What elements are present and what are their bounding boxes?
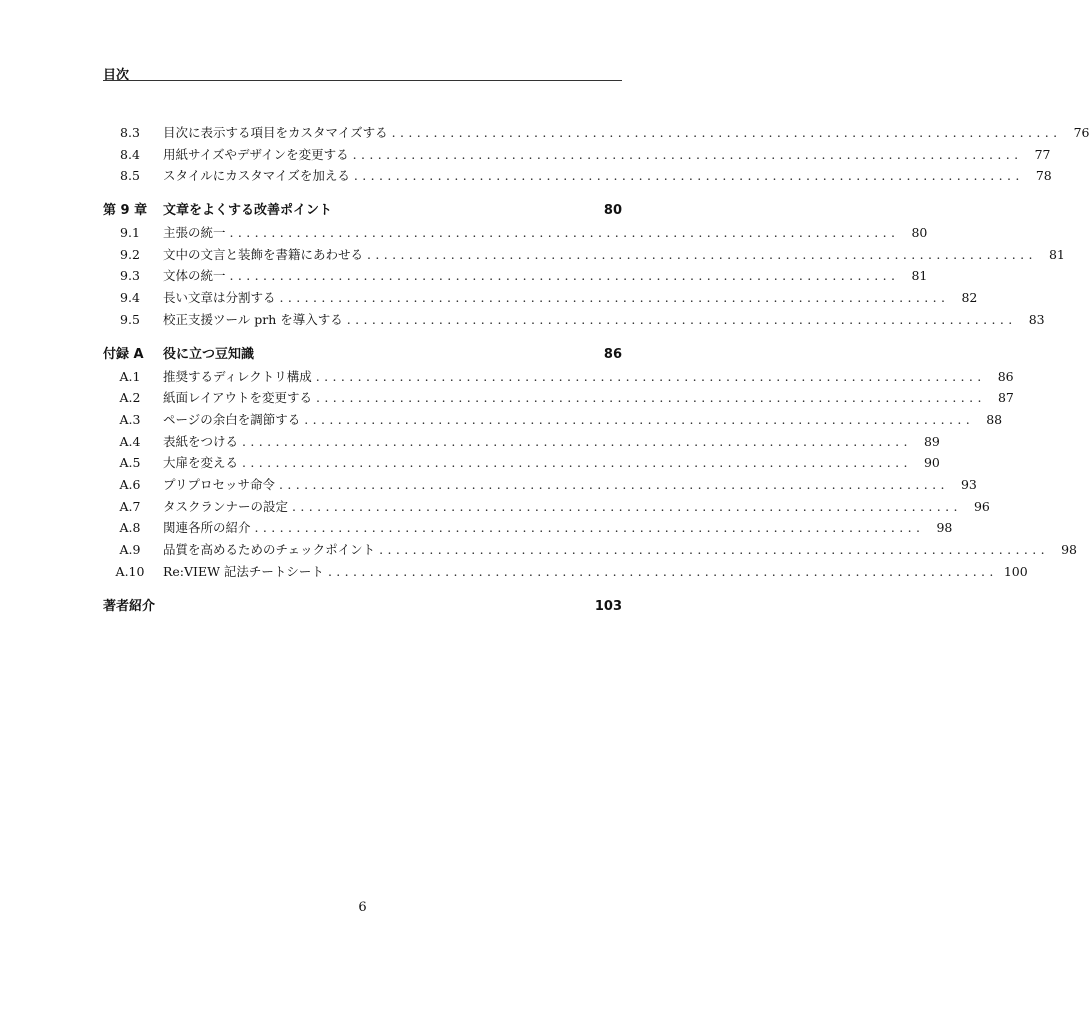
entry-title: プリプロセッサ命令 <box>163 476 276 492</box>
entry-title: スタイルにカスタマイズを加える <box>163 168 350 184</box>
dot-leader: ................................................................................ <box>304 411 975 427</box>
dot-leader: ................................................................................ <box>229 225 900 241</box>
dot-leader: ................................................................................ <box>379 542 1050 557</box>
toc-entry[interactable] <box>103 222 928 244</box>
entry-page: 83 <box>1028 311 1045 327</box>
entry-title: 品質を高めるためのチェックポイント <box>163 542 376 557</box>
entry-title: 長い文章は分割する <box>163 290 276 306</box>
dot-leader: ................................................................................ <box>229 268 900 284</box>
toc-entry[interactable] <box>103 517 953 539</box>
dot-leader: ................................................................................ <box>242 455 912 471</box>
dot-leader: ................................................................................ <box>242 433 912 449</box>
chapter-page: 80 <box>603 203 622 219</box>
entry-number: 9.5 <box>120 311 140 327</box>
entry-title: 紙面レイアウトを変更する <box>163 390 313 406</box>
entry-number: A.1 <box>119 368 141 384</box>
entry-title: 用紙サイズやデザインを変更する <box>163 146 349 162</box>
table-of-contents <box>103 122 1090 618</box>
entry-page: 98 <box>936 520 953 536</box>
entry-title: 文中の文言と装飾を書籍にあわせる <box>163 246 364 262</box>
toc-entry[interactable] <box>103 387 1014 409</box>
entry-page: 89 <box>923 433 940 449</box>
entry-number: A.9 <box>119 542 141 557</box>
entry-page: 96 <box>973 498 990 514</box>
entry-page: 81 <box>911 268 928 284</box>
dot-leader: ................................................................................ <box>316 390 986 406</box>
appendix-a-heading[interactable] <box>103 344 622 366</box>
toc-entry[interactable] <box>103 265 928 287</box>
chapter-page: 86 <box>603 346 622 362</box>
entry-page: 87 <box>997 390 1014 406</box>
entry-page: 78 <box>1035 168 1052 184</box>
entry-title: 大扉を変える <box>163 455 239 471</box>
entry-number: A.4 <box>119 433 141 449</box>
chapter-number: 付録 A <box>103 346 144 362</box>
entry-page: 77 <box>1034 146 1051 162</box>
entry-page: 80 <box>911 225 928 241</box>
entry-number: 9.3 <box>120 268 140 284</box>
toc-entry[interactable] <box>103 165 1052 187</box>
toc-entry[interactable] <box>103 244 1065 266</box>
header-rule <box>103 80 622 81</box>
entry-number: A.10 <box>115 563 145 579</box>
toc-entry[interactable] <box>103 287 978 309</box>
page-number: 6 <box>358 900 367 915</box>
entry-number: A.3 <box>119 411 141 427</box>
section-9-entries <box>103 222 1065 330</box>
entry-number: A.5 <box>119 455 141 471</box>
toc-entry[interactable] <box>103 561 1028 583</box>
toc-entry[interactable] <box>103 409 1003 431</box>
entry-number: 9.1 <box>120 225 140 241</box>
entry-number: 8.3 <box>120 125 140 140</box>
toc-entry[interactable] <box>103 452 940 474</box>
entry-number: 8.4 <box>120 146 140 162</box>
chapter-9-heading[interactable] <box>103 200 622 222</box>
appendix-a-entries <box>103 366 1078 583</box>
entry-number: 8.5 <box>120 168 140 184</box>
entry-number: A.7 <box>119 498 141 514</box>
dot-leader: ................................................................................ <box>353 168 1024 184</box>
entry-title: 文体の統一 <box>163 268 226 284</box>
entry-page: 98 <box>1061 542 1078 557</box>
entry-title: 表紙をつける <box>163 433 239 449</box>
entry-title: 関連各所の紹介 <box>163 520 251 536</box>
entry-number: A.2 <box>119 390 141 406</box>
entry-title: Re:VIEW 記法チートシート <box>163 563 324 579</box>
entry-page: 82 <box>961 290 978 306</box>
entry-title: 主張の統一 <box>163 225 226 241</box>
toc-entry[interactable] <box>103 496 990 518</box>
toc-entry[interactable] <box>103 309 1045 331</box>
entry-number: 9.2 <box>120 246 140 262</box>
entry-page: 86 <box>997 368 1014 384</box>
entry-title: 校正支援ツール prh を導入する <box>163 311 343 327</box>
entry-number: A.8 <box>119 520 141 536</box>
running-header-title: 目次 <box>103 68 130 83</box>
entry-number: 9.4 <box>120 290 140 306</box>
author-bio-heading[interactable] <box>103 596 622 618</box>
chapter-title: 役に立つ豆知識 <box>163 346 255 362</box>
dot-leader: ................................................................................ <box>292 498 962 514</box>
toc-entry[interactable] <box>103 122 1090 144</box>
chapter-number: 第 9 章 <box>103 203 148 219</box>
dot-leader: ................................................................................ <box>327 563 998 579</box>
dot-leader: ................................................................................ <box>367 246 1037 262</box>
entry-title: ページの余白を調節する <box>163 411 301 427</box>
entry-title: タスクランナーの設定 <box>163 498 289 514</box>
toc-entry[interactable] <box>103 144 1051 166</box>
toc-entry[interactable] <box>103 539 1078 561</box>
entry-page: 88 <box>986 411 1003 427</box>
section-8-entries <box>103 122 1090 187</box>
toc-entry[interactable] <box>103 474 977 496</box>
chapter-title: 文章をよくする改善ポイント <box>163 203 333 219</box>
dot-leader: ................................................................................ <box>279 476 949 492</box>
entry-title: 目次に表示する項目をカスタマイズする <box>163 125 388 140</box>
toc-entry[interactable] <box>103 366 1014 388</box>
entry-page: 81 <box>1048 246 1065 262</box>
dot-leader: ................................................................................ <box>352 146 1023 162</box>
entry-title: 推奨するディレクトリ構成 <box>163 368 312 384</box>
dot-leader: ................................................................................ <box>346 311 1017 327</box>
entry-page: 76 <box>1073 125 1090 140</box>
chapter-title: 著者紹介 <box>103 599 156 615</box>
entry-number: A.6 <box>119 476 141 492</box>
dot-leader: ................................................................................ <box>391 125 1062 140</box>
dot-leader: ................................................................................ <box>315 368 986 384</box>
entry-page: 90 <box>923 455 940 471</box>
entry-page: 100 <box>1003 563 1028 579</box>
dot-leader: ................................................................................ <box>279 290 950 306</box>
entry-page: 93 <box>960 476 977 492</box>
toc-entry[interactable] <box>103 431 940 453</box>
dot-leader: ................................................................................ <box>254 520 925 536</box>
chapter-page: 103 <box>594 599 622 615</box>
